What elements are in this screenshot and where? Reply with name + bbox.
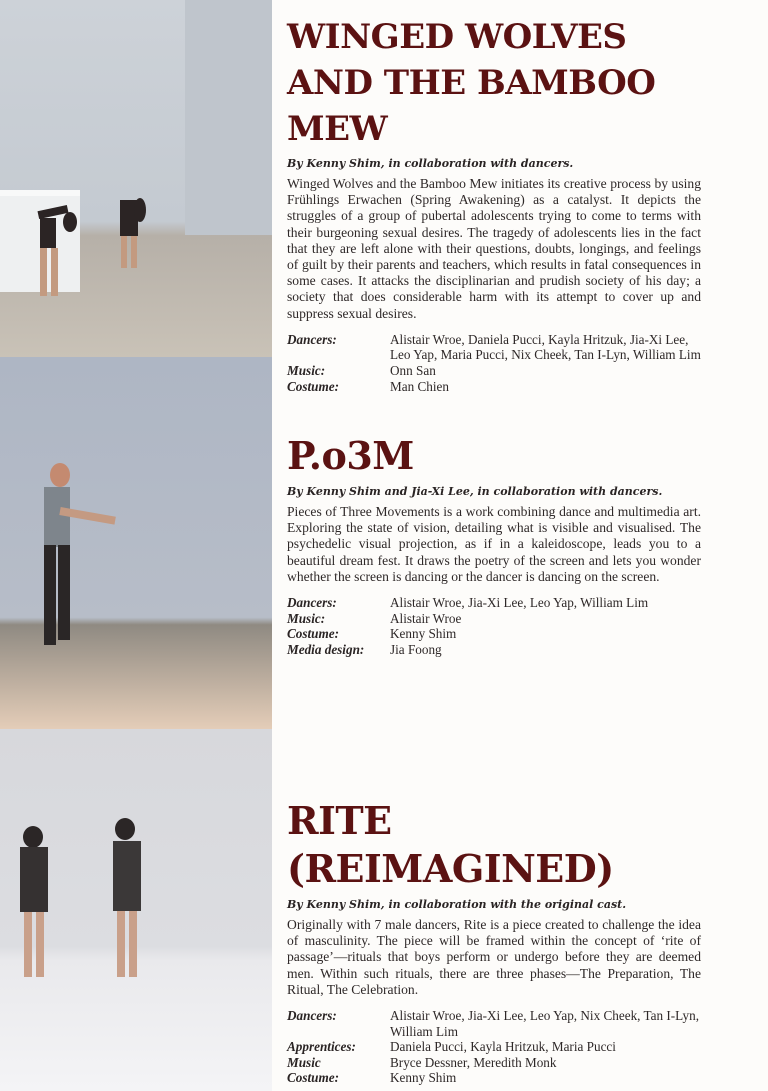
credit-role: Dancers: <box>287 1008 337 1024</box>
credits-table <box>287 595 701 657</box>
photo-winged-wolves <box>0 0 272 357</box>
credit-role: Music: <box>287 610 326 626</box>
credit-names: Bryce Dessner, Meredith Monk <box>390 1054 557 1070</box>
credit-names: Onn San <box>390 363 436 379</box>
credits-table <box>287 332 701 394</box>
section-title: WINGED WOLVES AND THE BAMBOO MEW <box>287 17 656 149</box>
credit-names: Kenny Shim <box>390 626 457 642</box>
section-title: RITE (REIMAGINED) <box>287 798 614 891</box>
credit-row <box>287 1055 701 1071</box>
credit-role: Apprentices: <box>287 1039 356 1055</box>
section-rite <box>287 797 701 1086</box>
credit-names: Man Chien <box>390 378 449 394</box>
credit-row <box>287 626 701 642</box>
section-byline: By Kenny Shim, in collaboration with the original cast. <box>287 898 627 911</box>
credit-role: Costume: <box>287 378 340 394</box>
section-description: Originally with 7 male dancers, Rite is a piece created to challenge the idea of masculinity. The piece will be framed within the concept of ‘rite of passage’—rituals that boys perform or undergo before they are deemed men. Within such rituals, there are three phases—The Preparation, The Ritual, The Celebration. <box>287 917 701 997</box>
section-description: Pieces of Three Movements is a work combining dance and multimedia art. Exploring the state of vision, detailing what is visible and visualised. The psychedelic visual projection, as if in a kaleidoscope, leads you to a beautiful dream fest. It draws the poetry of the screen and lets you wonder whether the screen is dancing or the dancer is dancing on the screen. <box>287 504 701 584</box>
photo-column <box>0 0 272 1091</box>
credit-row <box>287 611 701 627</box>
section-byline: By Kenny Shim and Jia-Xi Lee, in collaboration with dancers. <box>287 485 663 498</box>
photo-rite <box>0 729 272 1091</box>
credit-names: Alistair Wroe, Jia-Xi Lee, Leo Yap, William Lim <box>390 595 649 611</box>
credit-names: Alistair Wroe <box>390 610 462 626</box>
credit-role: Costume: <box>287 1070 340 1086</box>
credits-table <box>287 1008 701 1086</box>
section-winged-wolves <box>287 14 701 394</box>
credit-row <box>287 1039 701 1055</box>
credit-role: Dancers: <box>287 331 337 347</box>
credit-row <box>287 379 701 395</box>
credit-row <box>287 1008 701 1039</box>
credit-names: Kenny Shim <box>390 1070 457 1086</box>
credit-role: Music: <box>287 363 326 379</box>
credit-role: Dancers: <box>287 595 337 611</box>
credit-names: Alistair Wroe, Jia-Xi Lee, Leo Yap, Nix Cheek, Tan I-Lyn, William Lim <box>390 1008 699 1039</box>
section-po3m <box>287 432 701 657</box>
photo-po3m <box>0 357 272 729</box>
section-title: P.o3M <box>287 433 414 478</box>
credit-names: Daniela Pucci, Kayla Hritzuk, Maria Pucci <box>390 1039 616 1055</box>
section-byline: By Kenny Shim, in collaboration with dancers. <box>287 157 574 170</box>
credit-names: Alistair Wroe, Daniela Pucci, Kayla Hritzuk, Jia-Xi Lee, Leo Yap, Maria Pucci, Nix Cheek, Tan I-Lyn, William Lim <box>390 331 701 363</box>
credit-row <box>287 595 701 611</box>
credit-role: Costume: <box>287 626 340 642</box>
credit-role: Music <box>287 1054 321 1070</box>
credit-row <box>287 363 701 379</box>
credit-row <box>287 642 701 658</box>
credit-row <box>287 1070 701 1086</box>
credit-row <box>287 332 701 363</box>
section-description: Winged Wolves and the Bamboo Mew initiates its creative process by using Frühlings Erwachen (Spring Awakening) as a catalyst. It depicts the struggles of a group of pubertal adolescents trying to come to terms with their burgeoning sexual desires. The tragedy of adolescents lies in the fact that they are left alone with their questions, doubts, longings, and feelings of guilt by their parents and teachers, which results in fatal consequences in some cases. It attacks the disciplinarian and prudish society of his day; a society that does considerable harm with its attempt to cover up and suppress sexual desires. <box>287 176 701 321</box>
credit-names: Jia Foong <box>390 641 442 657</box>
credit-role: Media design: <box>287 641 365 657</box>
